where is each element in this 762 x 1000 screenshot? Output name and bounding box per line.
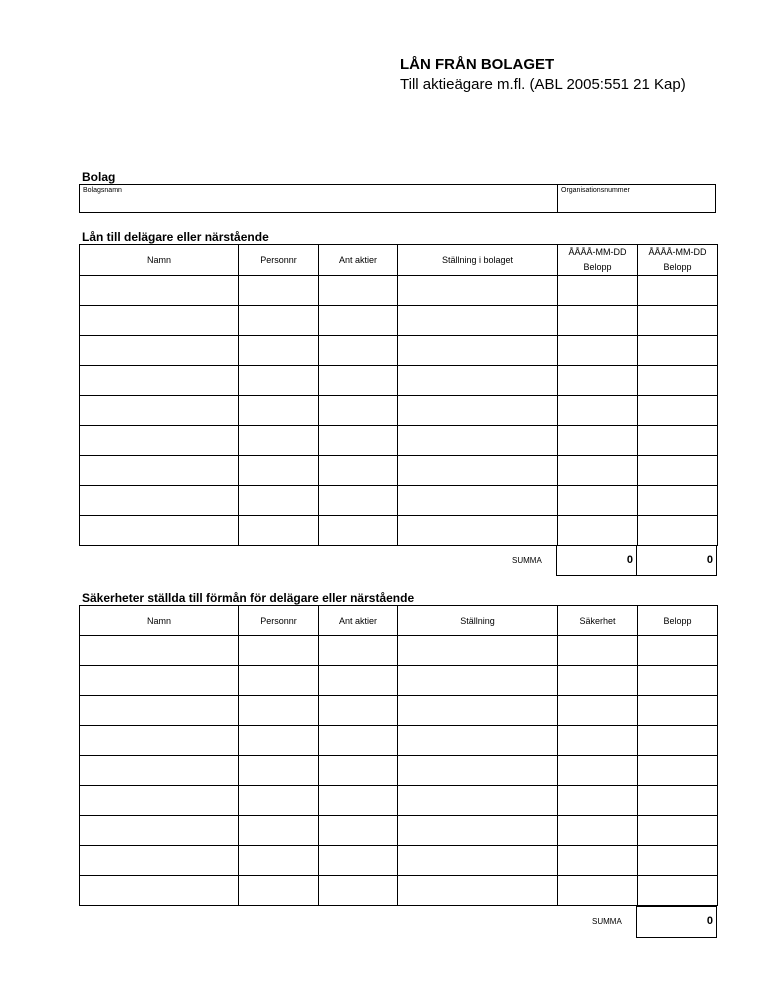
securities-table-row (80, 876, 718, 906)
securities-table-cell[interactable] (239, 876, 319, 906)
securities-table-cell[interactable] (319, 816, 398, 846)
loans-table-cell[interactable] (239, 336, 319, 366)
company-name-field[interactable] (80, 185, 558, 212)
loans-table-cell[interactable] (638, 336, 718, 366)
loans-table-cell[interactable] (398, 336, 558, 366)
loans-table-cell[interactable] (638, 276, 718, 306)
loans-table-cell[interactable] (558, 516, 638, 546)
loans-table-cell[interactable] (398, 366, 558, 396)
securities-table-cell[interactable] (239, 726, 319, 756)
securities-body (80, 636, 718, 906)
loans-table-cell[interactable] (319, 366, 398, 396)
loans-table-cell[interactable] (558, 456, 638, 486)
securities-table-cell[interactable] (319, 876, 398, 906)
col-personnr: Personnr (239, 245, 319, 276)
securities-table-cell[interactable] (638, 696, 718, 726)
col-date-belopp-1 (558, 245, 638, 276)
loans-table-cell[interactable] (638, 456, 718, 486)
securities-summa-label: SUMMA (592, 917, 622, 926)
securities-table-cell[interactable] (558, 696, 638, 726)
securities-table-cell[interactable] (558, 786, 638, 816)
loans-table-cell[interactable] (319, 306, 398, 336)
loans-table-cell[interactable] (80, 426, 239, 456)
col-namn: Namn (80, 245, 239, 276)
sec-col-sakerhet: Säkerhet (558, 606, 638, 636)
loans-table-cell[interactable] (80, 306, 239, 336)
loans-table-cell[interactable] (319, 456, 398, 486)
loans-table-row (80, 336, 718, 366)
loans-table (79, 244, 718, 546)
securities-table (79, 605, 718, 906)
loans-table-cell[interactable] (239, 426, 319, 456)
securities-table-cell[interactable] (319, 696, 398, 726)
loans-table-cell[interactable] (558, 486, 638, 516)
loans-table-cell[interactable] (558, 306, 638, 336)
loans-table-cell[interactable] (398, 396, 558, 426)
securities-table-cell[interactable] (638, 786, 718, 816)
loans-table-cell[interactable] (80, 276, 239, 306)
securities-table-cell[interactable] (398, 846, 558, 876)
loans-table-cell[interactable] (638, 306, 718, 336)
bolag-box (79, 184, 716, 213)
loans-table-cell[interactable] (80, 516, 239, 546)
loans-table-cell[interactable] (398, 456, 558, 486)
company-name-label: Bolagsnamn (83, 187, 122, 194)
loans-table-row (80, 486, 718, 516)
loans-sum-2: 0 (636, 545, 717, 576)
org-number-field[interactable] (558, 185, 715, 212)
loans-table-cell[interactable] (239, 486, 319, 516)
loans-table-row (80, 276, 718, 306)
securities-table-cell[interactable] (558, 726, 638, 756)
securities-table-cell[interactable] (638, 876, 718, 906)
securities-table-cell[interactable] (638, 636, 718, 666)
page-subtitle: Till aktieägare m.fl. (ABL 2005:551 21 Kap) (400, 76, 686, 93)
bolag-section-title: Bolag (82, 170, 116, 184)
date-header-1: ÅÅÅÅ-MM-DD (568, 247, 627, 257)
securities-table-cell[interactable] (239, 756, 319, 786)
page-title: LÅN FRÅN BOLAGET (400, 56, 555, 73)
loans-table-cell[interactable] (398, 276, 558, 306)
securities-table-cell[interactable] (319, 756, 398, 786)
securities-table-cell[interactable] (239, 666, 319, 696)
loans-table-cell[interactable] (239, 456, 319, 486)
securities-table-cell[interactable] (398, 786, 558, 816)
loans-body (80, 276, 718, 546)
securities-section-title: Säkerheter ställda till förmån för delägare eller närstående (82, 591, 415, 605)
loans-table-cell[interactable] (239, 366, 319, 396)
securities-table-cell[interactable] (80, 696, 239, 726)
col-date-belopp-2 (638, 245, 718, 276)
sec-col-belopp: Belopp (638, 606, 718, 636)
loans-table-cell[interactable] (398, 486, 558, 516)
loans-table-row (80, 456, 718, 486)
securities-table-cell[interactable] (398, 726, 558, 756)
loans-table-row (80, 516, 718, 546)
loans-table-cell[interactable] (239, 306, 319, 336)
securities-table-cell[interactable] (558, 876, 638, 906)
securities-table-row (80, 846, 718, 876)
loans-table-cell[interactable] (558, 396, 638, 426)
loans-table-row (80, 306, 718, 336)
loans-table-cell[interactable] (80, 456, 239, 486)
securities-table-cell[interactable] (398, 816, 558, 846)
securities-table-cell[interactable] (80, 846, 239, 876)
securities-table-cell[interactable] (80, 876, 239, 906)
securities-table-cell[interactable] (239, 636, 319, 666)
securities-table-cell[interactable] (239, 696, 319, 726)
loans-table-cell[interactable] (319, 486, 398, 516)
securities-table-cell[interactable] (239, 786, 319, 816)
loans-table-cell[interactable] (638, 486, 718, 516)
loans-table-cell[interactable] (239, 516, 319, 546)
loans-table-cell[interactable] (398, 426, 558, 456)
loans-table-cell[interactable] (80, 486, 239, 516)
sec-col-ant-aktier: Ant aktier (319, 606, 398, 636)
securities-table-cell[interactable] (80, 816, 239, 846)
securities-table-row (80, 726, 718, 756)
securities-sum: 0 (636, 906, 717, 938)
loans-section-title: Lån till delägare eller närstående (82, 230, 269, 244)
securities-table-row (80, 786, 718, 816)
securities-table-cell[interactable] (558, 756, 638, 786)
securities-table-cell[interactable] (319, 666, 398, 696)
securities-table-row (80, 636, 718, 666)
securities-table-cell[interactable] (398, 756, 558, 786)
securities-table-cell[interactable] (319, 846, 398, 876)
securities-table-cell[interactable] (319, 636, 398, 666)
loans-table-cell[interactable] (319, 396, 398, 426)
loans-table-cell[interactable] (80, 396, 239, 426)
securities-table-cell[interactable] (558, 816, 638, 846)
securities-table-cell[interactable] (638, 756, 718, 786)
loans-table-cell[interactable] (239, 396, 319, 426)
securities-table-cell[interactable] (638, 666, 718, 696)
loans-table-cell[interactable] (319, 426, 398, 456)
loans-table-row (80, 426, 718, 456)
securities-table-row (80, 666, 718, 696)
securities-table-cell[interactable] (558, 846, 638, 876)
securities-table-cell[interactable] (80, 786, 239, 816)
loans-table-row (80, 396, 718, 426)
securities-table-cell[interactable] (558, 666, 638, 696)
securities-table-cell[interactable] (558, 636, 638, 666)
securities-table-cell[interactable] (80, 756, 239, 786)
securities-table-cell[interactable] (239, 816, 319, 846)
col-ant-aktier: Ant aktier (319, 245, 398, 276)
loans-sum-1: 0 (556, 545, 637, 576)
securities-table-cell[interactable] (638, 726, 718, 756)
securities-table-cell[interactable] (638, 846, 718, 876)
sec-col-namn: Namn (80, 606, 239, 636)
securities-table-cell[interactable] (239, 846, 319, 876)
loans-table-cell[interactable] (80, 336, 239, 366)
loans-table-cell[interactable] (398, 516, 558, 546)
belopp-header-2: Belopp (663, 262, 692, 272)
securities-table-cell[interactable] (319, 786, 398, 816)
date-header-2: ÅÅÅÅ-MM-DD (648, 247, 707, 257)
loans-table-cell[interactable] (638, 426, 718, 456)
loans-table-cell[interactable] (638, 366, 718, 396)
securities-table-cell[interactable] (398, 636, 558, 666)
securities-table-cell[interactable] (80, 726, 239, 756)
loans-table-cell[interactable] (558, 366, 638, 396)
securities-table-cell[interactable] (80, 636, 239, 666)
securities-table-cell[interactable] (398, 666, 558, 696)
belopp-header-1: Belopp (583, 262, 612, 272)
loans-table-cell[interactable] (558, 336, 638, 366)
securities-table-cell[interactable] (398, 696, 558, 726)
loans-table-cell[interactable] (558, 276, 638, 306)
loans-table-cell[interactable] (638, 516, 718, 546)
col-stallning: Ställning i bolaget (398, 245, 558, 276)
loans-summa-label: SUMMA (512, 556, 542, 565)
sec-col-stallning: Ställning (398, 606, 558, 636)
securities-table-row (80, 816, 718, 846)
loans-table-cell[interactable] (319, 276, 398, 306)
securities-table-row (80, 756, 718, 786)
loans-table-cell[interactable] (239, 276, 319, 306)
securities-table-cell[interactable] (319, 726, 398, 756)
loans-table-cell[interactable] (398, 306, 558, 336)
loans-table-cell[interactable] (319, 336, 398, 366)
securities-table-row (80, 696, 718, 726)
loans-table-cell[interactable] (80, 366, 239, 396)
securities-table-cell[interactable] (80, 666, 239, 696)
org-number-label: Organisationsnummer (561, 187, 630, 194)
securities-table-cell[interactable] (398, 876, 558, 906)
loans-table-cell[interactable] (319, 516, 398, 546)
loans-table-row (80, 366, 718, 396)
loans-table-cell[interactable] (638, 396, 718, 426)
loans-table-cell[interactable] (558, 426, 638, 456)
securities-table-cell[interactable] (638, 816, 718, 846)
sec-col-personnr: Personnr (239, 606, 319, 636)
